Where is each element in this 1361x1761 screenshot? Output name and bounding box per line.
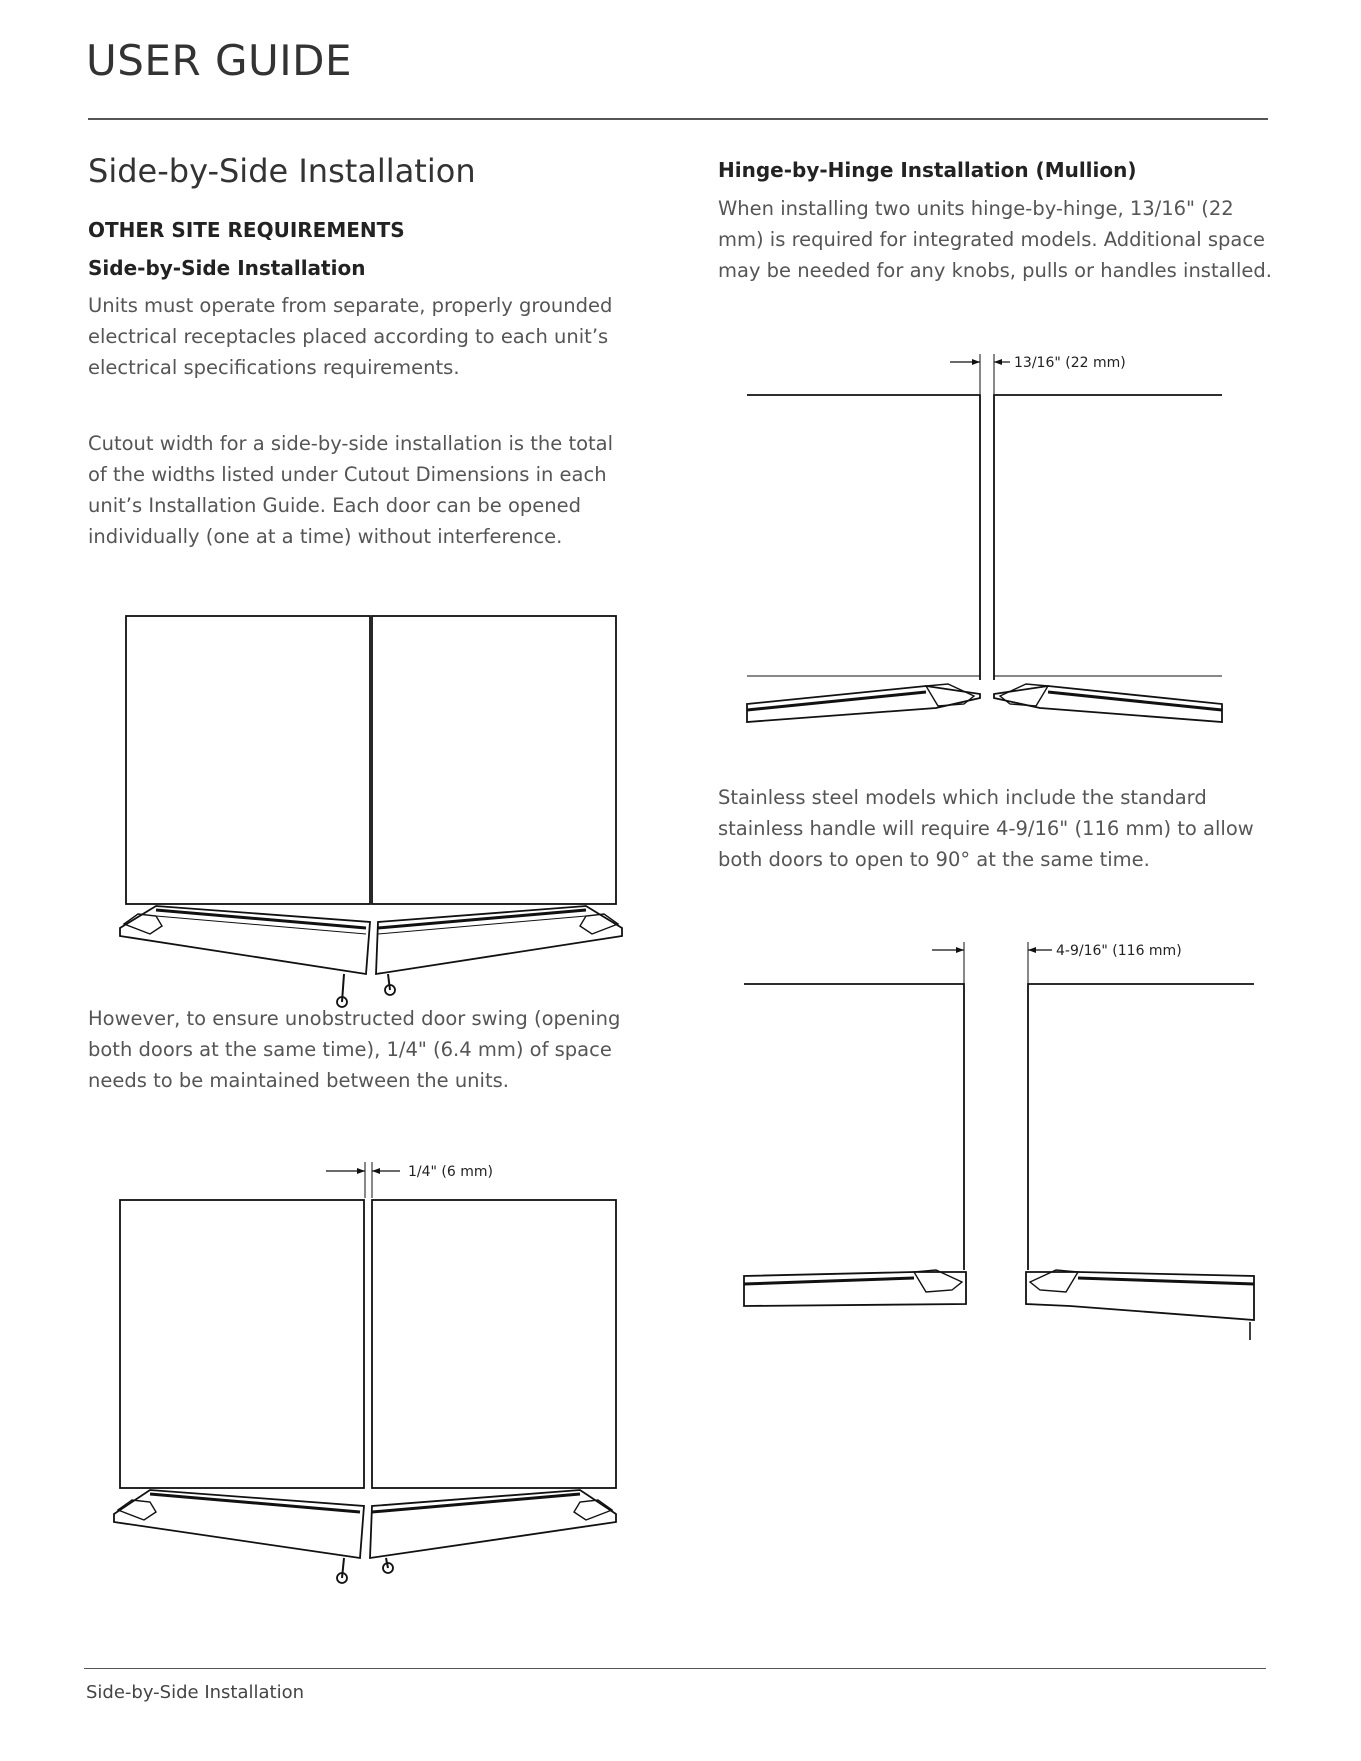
unit-right-outline <box>994 395 1222 680</box>
subheading-site-requirements: OTHER SITE REQUIREMENTS <box>88 218 405 242</box>
door-left <box>744 1272 966 1306</box>
unit-left-outline <box>744 984 964 1270</box>
unit-left-outline <box>126 616 370 904</box>
door-right <box>994 686 1222 722</box>
paragraph-cutout-width: Cutout width for a side-by-side installation is the total of the widths listed under Cutout Dimensions in each unit’s Installation Guide. Each door can be opened individually (one at a time) without interference. <box>88 432 614 548</box>
diagram-side-by-side-gap <box>110 1158 630 1588</box>
dimension-label-4-9-16: 4-9/16" (116 mm) <box>1056 943 1182 959</box>
diagram-hinge-by-hinge-stainless <box>740 940 1260 1360</box>
page-title: USER GUIDE <box>86 36 353 85</box>
paragraph-door-swing: However, to ensure unobstructed door swing (opening both doors at the same time), 1/4" (6.4 mm) of space needs to be maintained between the units. <box>88 1007 621 1092</box>
dimension-label-quarter-inch: 1/4" (6 mm) <box>408 1164 493 1180</box>
section-title: Side-by-Side Installation <box>88 152 476 190</box>
diagram-side-by-side <box>110 610 630 1000</box>
unit-right-outline <box>1028 984 1254 1270</box>
unit-left-outline <box>120 1200 364 1488</box>
paragraph-stainless-handle: Stainless steel models which include the standard stainless handle will require 4-9/16" (116 mm) to allow both doors to open to 90° at the same time. <box>718 786 1254 871</box>
unit-left-outline <box>747 395 980 680</box>
header-rule <box>88 118 1268 120</box>
heading-hinge-by-hinge: Hinge-by-Hinge Installation (Mullion) <box>718 158 1137 182</box>
dimension-label-13-16: 13/16" (22 mm) <box>1014 355 1126 371</box>
door-left <box>747 686 980 722</box>
subheading-side-by-side: Side-by-Side Installation <box>88 256 366 280</box>
footer-rule <box>84 1668 1266 1669</box>
unit-right-outline <box>372 616 616 904</box>
footer-text: Side-by-Side Installation <box>86 1682 305 1703</box>
paragraph-hinge-requirement: When installing two units hinge-by-hinge, 13/16" (22 mm) is required for integrated models. Additional space may be needed for any knobs, pulls or handles installed. <box>718 197 1272 282</box>
paragraph-receptacles: Units must operate from separate, properly grounded electrical receptacles placed according to each unit’s electrical specifications requirements. <box>88 294 613 379</box>
unit-right-outline <box>372 1200 616 1488</box>
diagram-hinge-by-hinge-integrated <box>740 350 1240 750</box>
